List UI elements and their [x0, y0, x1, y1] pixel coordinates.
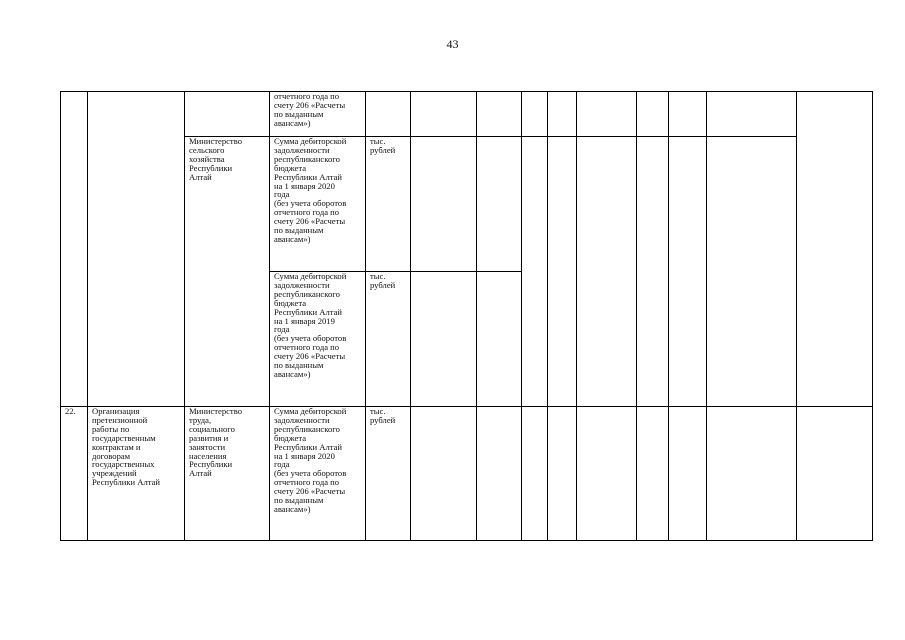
indicator-cell: Сумма дебиторской задолженности республиканского бюджета Республики Алтай на 1 января 2019 года (без учета оборотов отчетного года по счету 206 «Расчеты по выданным авансам») — [270, 272, 366, 407]
value-cell — [577, 407, 637, 541]
table-row — [61, 407, 873, 541]
indicator-cell: отчетного года по счету 206 «Расчеты по выданным авансам») — [270, 92, 366, 137]
row-number-cell — [61, 92, 88, 407]
value-cell — [477, 407, 522, 541]
page-number: 43 — [446, 37, 459, 51]
value-cell — [477, 272, 522, 407]
indicator-cell: Сумма дебиторской задолженности республиканского бюджета Республики Алтай на 1 января 2020 года (без учета оборотов отчетного года по счету 206 «Расчеты по выданным авансам») — [270, 137, 366, 272]
unit-cell: тыс. рублей — [366, 137, 411, 272]
value-cell — [707, 407, 797, 541]
value-cell — [669, 407, 707, 541]
value-cell — [707, 137, 797, 407]
unit-cell: тыс. рублей — [366, 272, 411, 407]
value-cell — [669, 92, 707, 137]
notes-cell — [797, 92, 873, 407]
indicator-cell: Сумма дебиторской задолженности республиканского бюджета Республики Алтай на 1 января 2020 года (без учета оборотов отчетного года по счету 206 «Расчеты по выданным авансам») — [270, 407, 366, 541]
value-cell — [637, 407, 669, 541]
value-cell — [411, 407, 477, 541]
value-cell — [477, 92, 522, 137]
value-cell — [522, 407, 548, 541]
ministry-cell: Министерство сельского хозяйства Республики Алтай — [185, 137, 270, 407]
value-cell — [411, 92, 477, 137]
value-cell — [522, 137, 548, 407]
activity-name-cell — [88, 92, 185, 407]
unit-cell: тыс. рублей — [366, 407, 411, 541]
value-cell — [669, 137, 707, 407]
value-cell — [548, 137, 577, 407]
value-cell — [411, 137, 477, 272]
value-cell — [477, 137, 522, 272]
unit-cell — [366, 92, 411, 137]
value-cell — [548, 407, 577, 541]
value-cell — [637, 137, 669, 407]
table-row — [61, 92, 873, 137]
row-number-cell: 22. — [61, 407, 88, 541]
value-cell — [577, 92, 637, 137]
value-cell — [548, 92, 577, 137]
value-cell — [577, 137, 637, 407]
ministry-cell — [185, 92, 270, 137]
ministry-cell: Министерство труда, социального развития и занятости населения Республики Алтай — [185, 407, 270, 541]
value-cell — [411, 272, 477, 407]
indicators-table — [60, 91, 873, 541]
value-cell — [522, 92, 548, 137]
value-cell — [707, 92, 797, 137]
activity-name-cell: Организация претензионной работы по государственным контрактам и договорам государственных учреждений Республики Алтай — [88, 407, 185, 541]
value-cell — [637, 92, 669, 137]
notes-cell — [797, 407, 873, 541]
